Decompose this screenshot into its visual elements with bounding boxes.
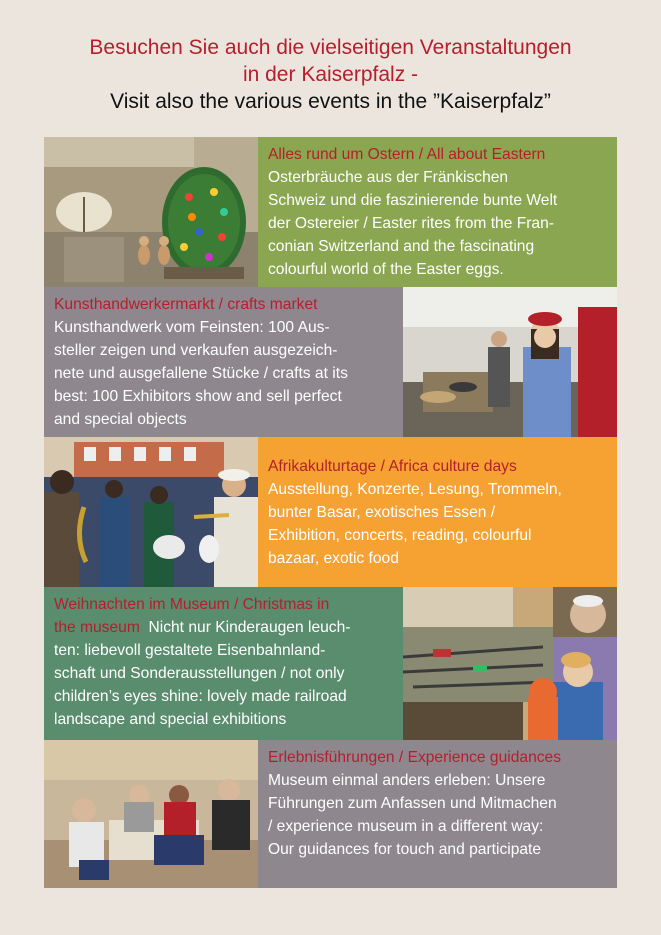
section-body-line: steller zeigen und verkaufen ausgezeich- <box>54 342 338 359</box>
section-body-line: Exhibition, concerts, reading, colourful <box>268 527 532 544</box>
model-railway-photo <box>403 587 617 740</box>
section-body-line: best: 100 Exhibitors show and sell perfect <box>54 388 342 405</box>
section-crafts-market <box>44 287 403 437</box>
page-header <box>0 34 661 115</box>
section-body-line: bunter Basar, exotisches Essen / <box>268 504 496 521</box>
section-body-line: children’s eyes shine: lovely made railroad <box>54 688 347 705</box>
section-title-christmas-museum-cont: the museum <box>54 619 140 636</box>
section-body-line: colourful world of the Easter eggs. <box>268 261 504 278</box>
africa-band-photo <box>44 437 258 587</box>
section-body-line: ten: liebevoll gestaltete Eisenbahnland- <box>54 642 326 659</box>
section-title-christmas-museum: Weihnachten im Museum / Christmas in <box>54 596 330 613</box>
section-body-line: Schweiz und die faszinierende bunte Welt <box>268 192 558 209</box>
section-body-line: Our guidances for touch and participate <box>268 841 542 858</box>
section-body-line: landscape and special exhibitions <box>54 711 287 728</box>
section-body-line: nete und ausgefallene Stücke / crafts at its <box>54 365 348 382</box>
section-body-line: conian Switzerland and the fascinating <box>268 238 535 255</box>
section-body-line: schaft und Sonderausstellungen / not only <box>54 665 345 682</box>
section-experience-guidances <box>258 740 617 888</box>
section-body-line: der Ostereier / Easter rites from the Fran- <box>268 215 554 232</box>
museum-guidance-photo <box>44 740 258 888</box>
section-body-line: Kunsthandwerk vom Feinsten: 100 Aus- <box>54 319 330 336</box>
section-body-line: Museum einmal anders erleben: Unsere <box>268 772 546 789</box>
section-christmas-museum <box>44 587 403 740</box>
section-body-line: Osterbräuche aus der Fränkischen <box>268 169 509 186</box>
section-body-line: bazaar, exotic food <box>268 550 399 567</box>
easter-fountain-photo <box>44 137 258 287</box>
section-easter <box>258 137 617 287</box>
section-title-crafts-market: Kunsthandwerkermarkt / crafts market <box>54 296 318 313</box>
section-body-line: and special objects <box>54 411 187 428</box>
section-body-line: Ausstellung, Konzerte, Lesung, Trommeln, <box>268 481 562 498</box>
header-line-german-1: Besuchen Sie auch die vielseitigen Veranstaltungen <box>89 36 572 59</box>
section-africa-culture <box>258 437 617 587</box>
section-title-easter: Alles rund um Ostern / All about Eastern <box>268 146 546 163</box>
header-line-english: Visit also the various events in the ”Kaiserpfalz” <box>110 90 551 113</box>
header-line-german-2: in der Kaiserpfalz - <box>242 63 419 86</box>
section-title-africa-culture: Afrikakulturtage / Africa culture days <box>268 458 517 475</box>
section-body-line: / experience museum in a different way: <box>268 818 544 835</box>
section-title-experience-guidances: Erlebnisführungen / Experience guidances <box>268 749 562 766</box>
section-body-line: Führungen zum Anfassen und Mitmachen <box>268 795 557 812</box>
section-body-inline: Nicht nur Kinderaugen leuch- <box>148 619 351 636</box>
crafts-market-photo <box>403 287 617 437</box>
